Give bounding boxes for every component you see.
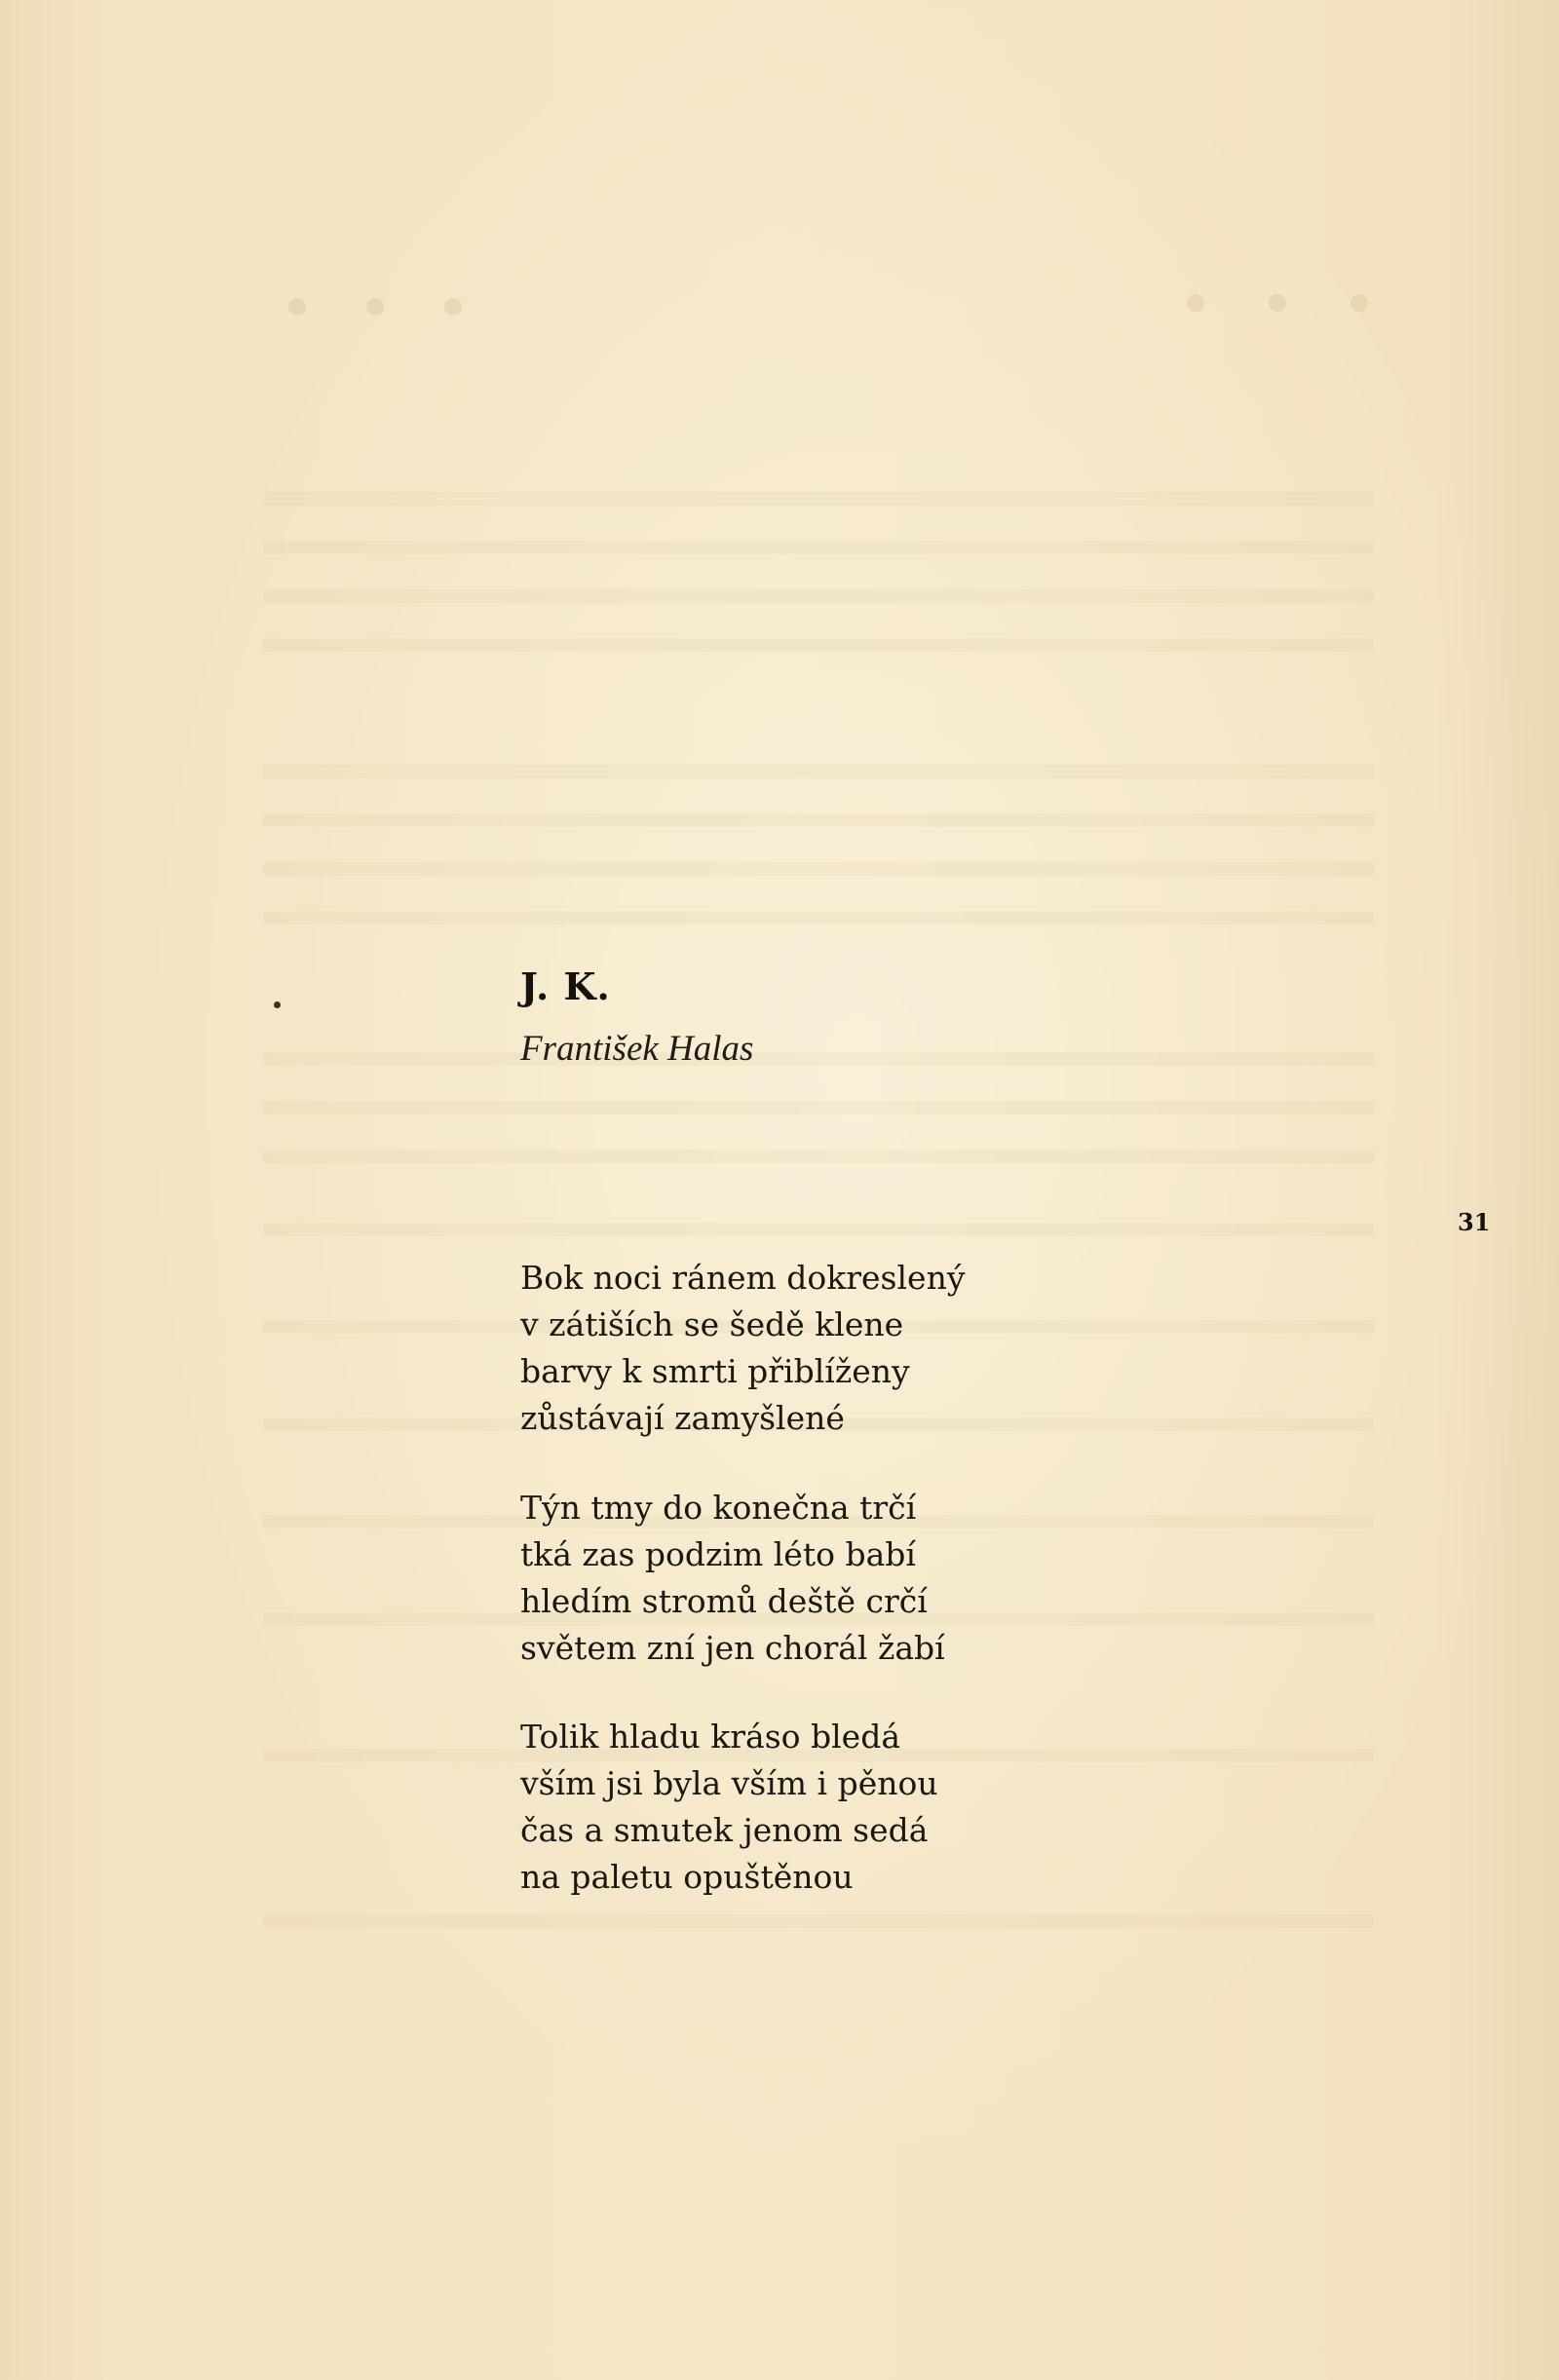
bleed-through-line xyxy=(263,1052,1374,1066)
stanza xyxy=(520,1485,945,1672)
bleed-through-line xyxy=(263,765,1374,778)
poem-line: tká zas podzim léto babí xyxy=(520,1535,916,1573)
poem-line: Tolik hladu kráso bledá xyxy=(520,1718,901,1756)
poem-title: J. K. xyxy=(520,964,611,1008)
paper-stain xyxy=(366,298,384,316)
paper-stain xyxy=(444,298,462,316)
poem-line: světem zní jen chorál žabí xyxy=(520,1629,945,1667)
bleed-through-line xyxy=(263,638,1374,652)
bleed-through-line xyxy=(263,492,1374,506)
stanza xyxy=(520,1714,938,1901)
poem-line: zůstávají zamyšlené xyxy=(520,1399,845,1437)
ink-dot xyxy=(274,1001,281,1008)
poem-line: Týn tmy do konečna trčí xyxy=(520,1489,917,1527)
poem-line: v zátiších se šedě klene xyxy=(520,1305,904,1343)
poem-line: Bok noci ránem dokreslený xyxy=(520,1259,966,1297)
paper-stain xyxy=(1269,294,1286,312)
paper-stain xyxy=(1350,294,1368,312)
bleed-through-line xyxy=(263,1223,1374,1236)
paper-stain xyxy=(288,298,306,316)
poem-line: na paletu opuštěnou xyxy=(520,1858,854,1896)
poem-line: barvy k smrti přiblíženy xyxy=(520,1352,910,1390)
poem-line: hledím stromů deště crčí xyxy=(520,1582,928,1620)
stanza xyxy=(520,1255,965,1442)
bleed-through-line xyxy=(263,541,1374,554)
bleed-through-line xyxy=(263,911,1374,925)
bleed-through-line xyxy=(263,1101,1374,1114)
bleed-through-line xyxy=(263,862,1374,876)
poem-author: František Halas xyxy=(520,1029,754,1069)
page-number: 31 xyxy=(1458,1208,1491,1236)
bleed-through-line xyxy=(263,1914,1374,1928)
bleed-through-line xyxy=(263,589,1374,603)
poem-line: vším jsi byla vším i pěnou xyxy=(520,1764,938,1802)
paper-stain xyxy=(1187,294,1204,312)
poem-line: čas a smutek jenom sedá xyxy=(520,1811,929,1849)
bleed-through-line xyxy=(263,1150,1374,1163)
bleed-through-line xyxy=(263,813,1374,827)
